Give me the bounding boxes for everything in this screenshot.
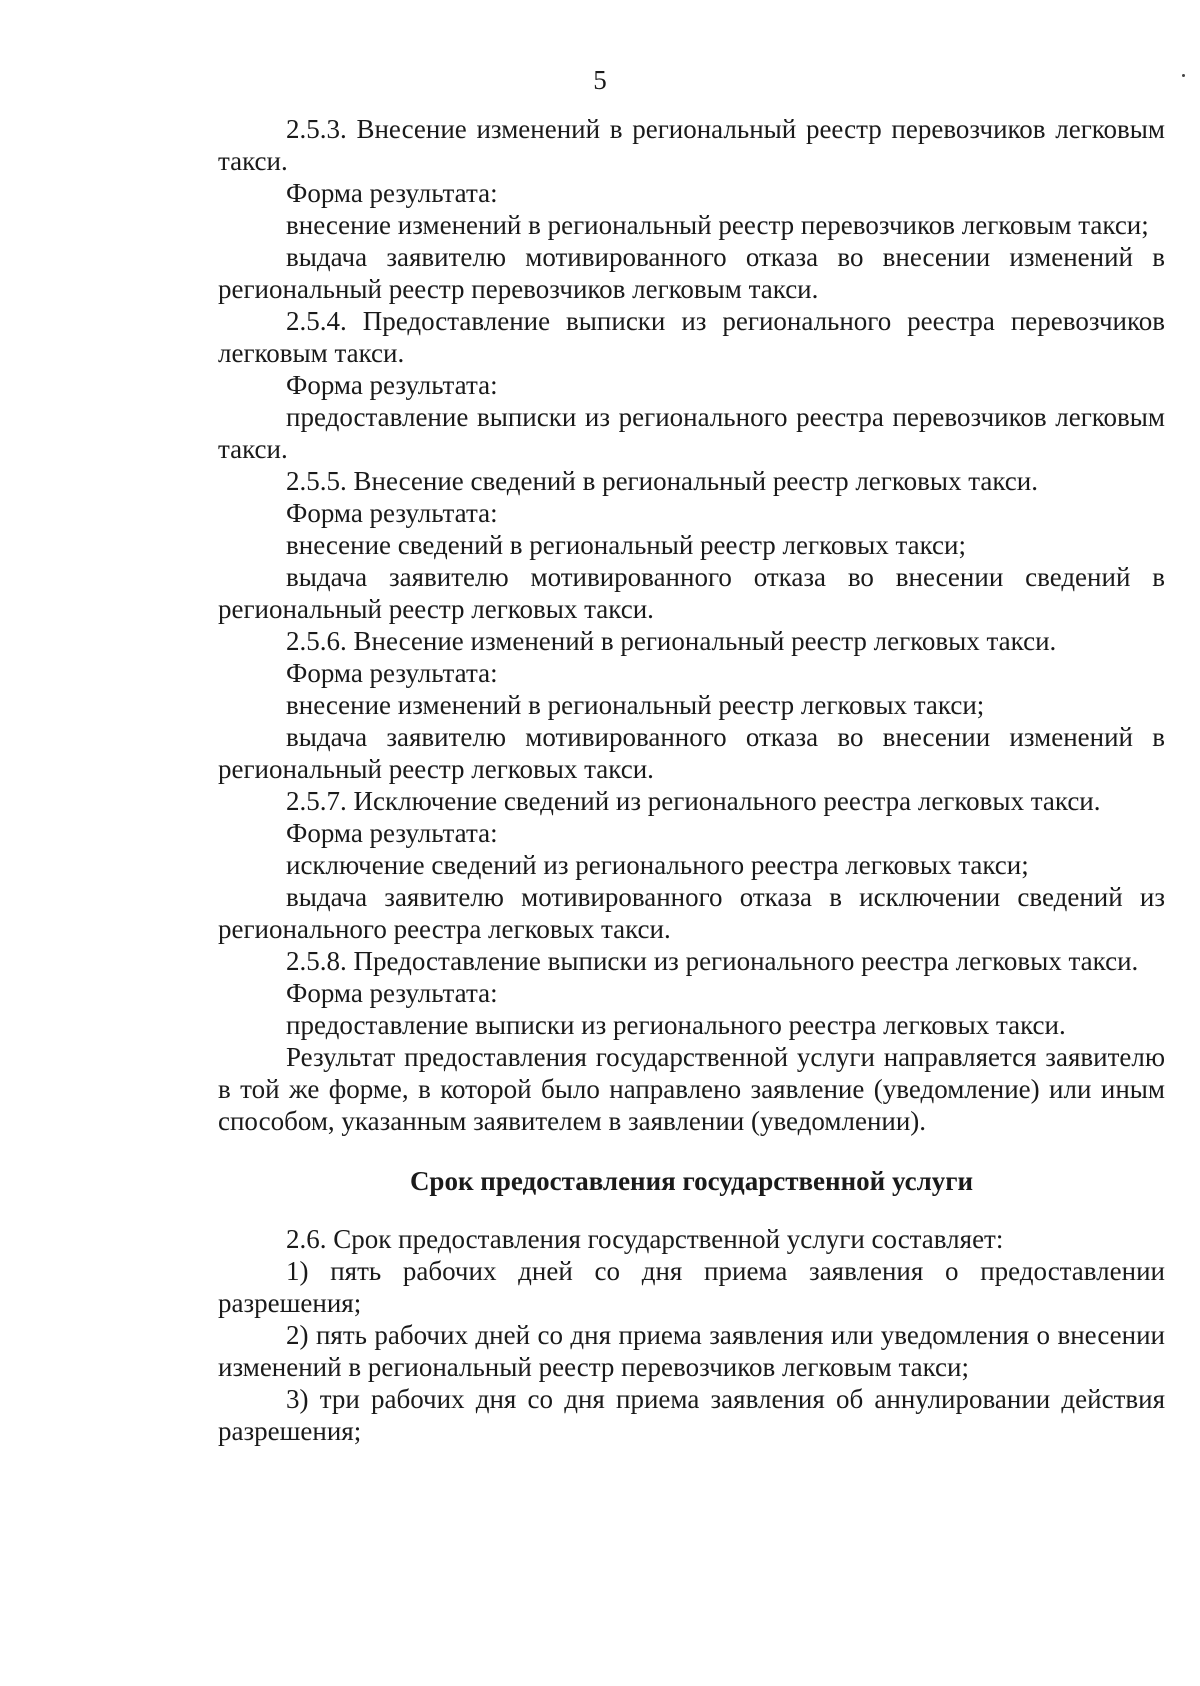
paragraph-2-5-5: 2.5.5. Внесение сведений в региональный реестр легковых такси.: [286, 466, 1038, 496]
result-form-label: Форма результата:: [286, 178, 498, 208]
term-item: 1) пять рабочих дней со дня приема заявления о предоставлении разрешения;: [218, 1256, 1165, 1318]
result-item: выдача заявителю мотивированного отказа в исключении сведений из регионального реестра легковых такси.: [218, 882, 1165, 944]
term-item: 2) пять рабочих дней со дня приема заявления или уведомления о внесении изменений в региональный реестр перевозчиков легковым такси;: [218, 1320, 1165, 1382]
result-form-label: Форма результата:: [286, 370, 498, 400]
result-form-label: Форма результата:: [286, 978, 498, 1008]
paragraph-2-5-3: 2.5.3. Внесение изменений в региональный реестр перевозчиков легковым такси.: [218, 114, 1165, 176]
result-item: внесение изменений в региональный реестр легковых такси;: [286, 690, 985, 720]
paragraph-2-5-6: 2.5.6. Внесение изменений в региональный реестр легковых такси.: [286, 626, 1057, 656]
result-form-label: Форма результата:: [286, 658, 498, 688]
scan-speck: [1182, 74, 1185, 77]
paragraph-2-5-7: 2.5.7. Исключение сведений из регионального реестра легковых такси.: [286, 786, 1101, 816]
paragraph-2-6: 2.6. Срок предоставления государственной услуги составляет:: [286, 1224, 1004, 1254]
result-item: предоставление выписки из регионального реестра легковых такси.: [286, 1010, 1066, 1040]
page-number: 5: [593, 65, 607, 95]
document-body: [218, 113, 1165, 1447]
result-item: внесение сведений в региональный реестр легковых такси;: [286, 530, 966, 560]
result-item: выдача заявителю мотивированного отказа во внесении изменений в региональный реестр перевозчиков легковым такси.: [218, 242, 1165, 304]
result-item: внесение изменений в региональный реестр перевозчиков легковым такси;: [286, 210, 1149, 240]
paragraph-2-5-8: 2.5.8. Предоставление выписки из регионального реестра легковых такси.: [286, 946, 1139, 976]
paragraph-2-5-4: 2.5.4. Предоставление выписки из регионального реестра перевозчиков легковым такси.: [218, 306, 1165, 368]
term-item: 3) три рабочих дня со дня приема заявления об аннулировании действия разрешения;: [218, 1384, 1165, 1446]
result-form-label: Форма результата:: [286, 818, 498, 848]
result-item: исключение сведений из регионального реестра легковых такси;: [286, 850, 1029, 880]
result-item: выдача заявителю мотивированного отказа во внесении сведений в региональный реестр легковых такси.: [218, 562, 1165, 624]
result-item: выдача заявителю мотивированного отказа во внесении изменений в региональный реестр легковых такси.: [218, 722, 1165, 784]
result-item: предоставление выписки из регионального реестра перевозчиков легковым такси.: [218, 402, 1165, 464]
result-form-label: Форма результата:: [286, 498, 498, 528]
result-delivery-paragraph: Результат предоставления государственной услуги направляется заявителю в той же форме, в которой было направлено заявление (уведомление) или иным способом, указанным заявителем в заявлении (уведомлении).: [218, 1042, 1165, 1136]
section-heading: Срок предоставления государственной услуги: [409, 1166, 974, 1196]
